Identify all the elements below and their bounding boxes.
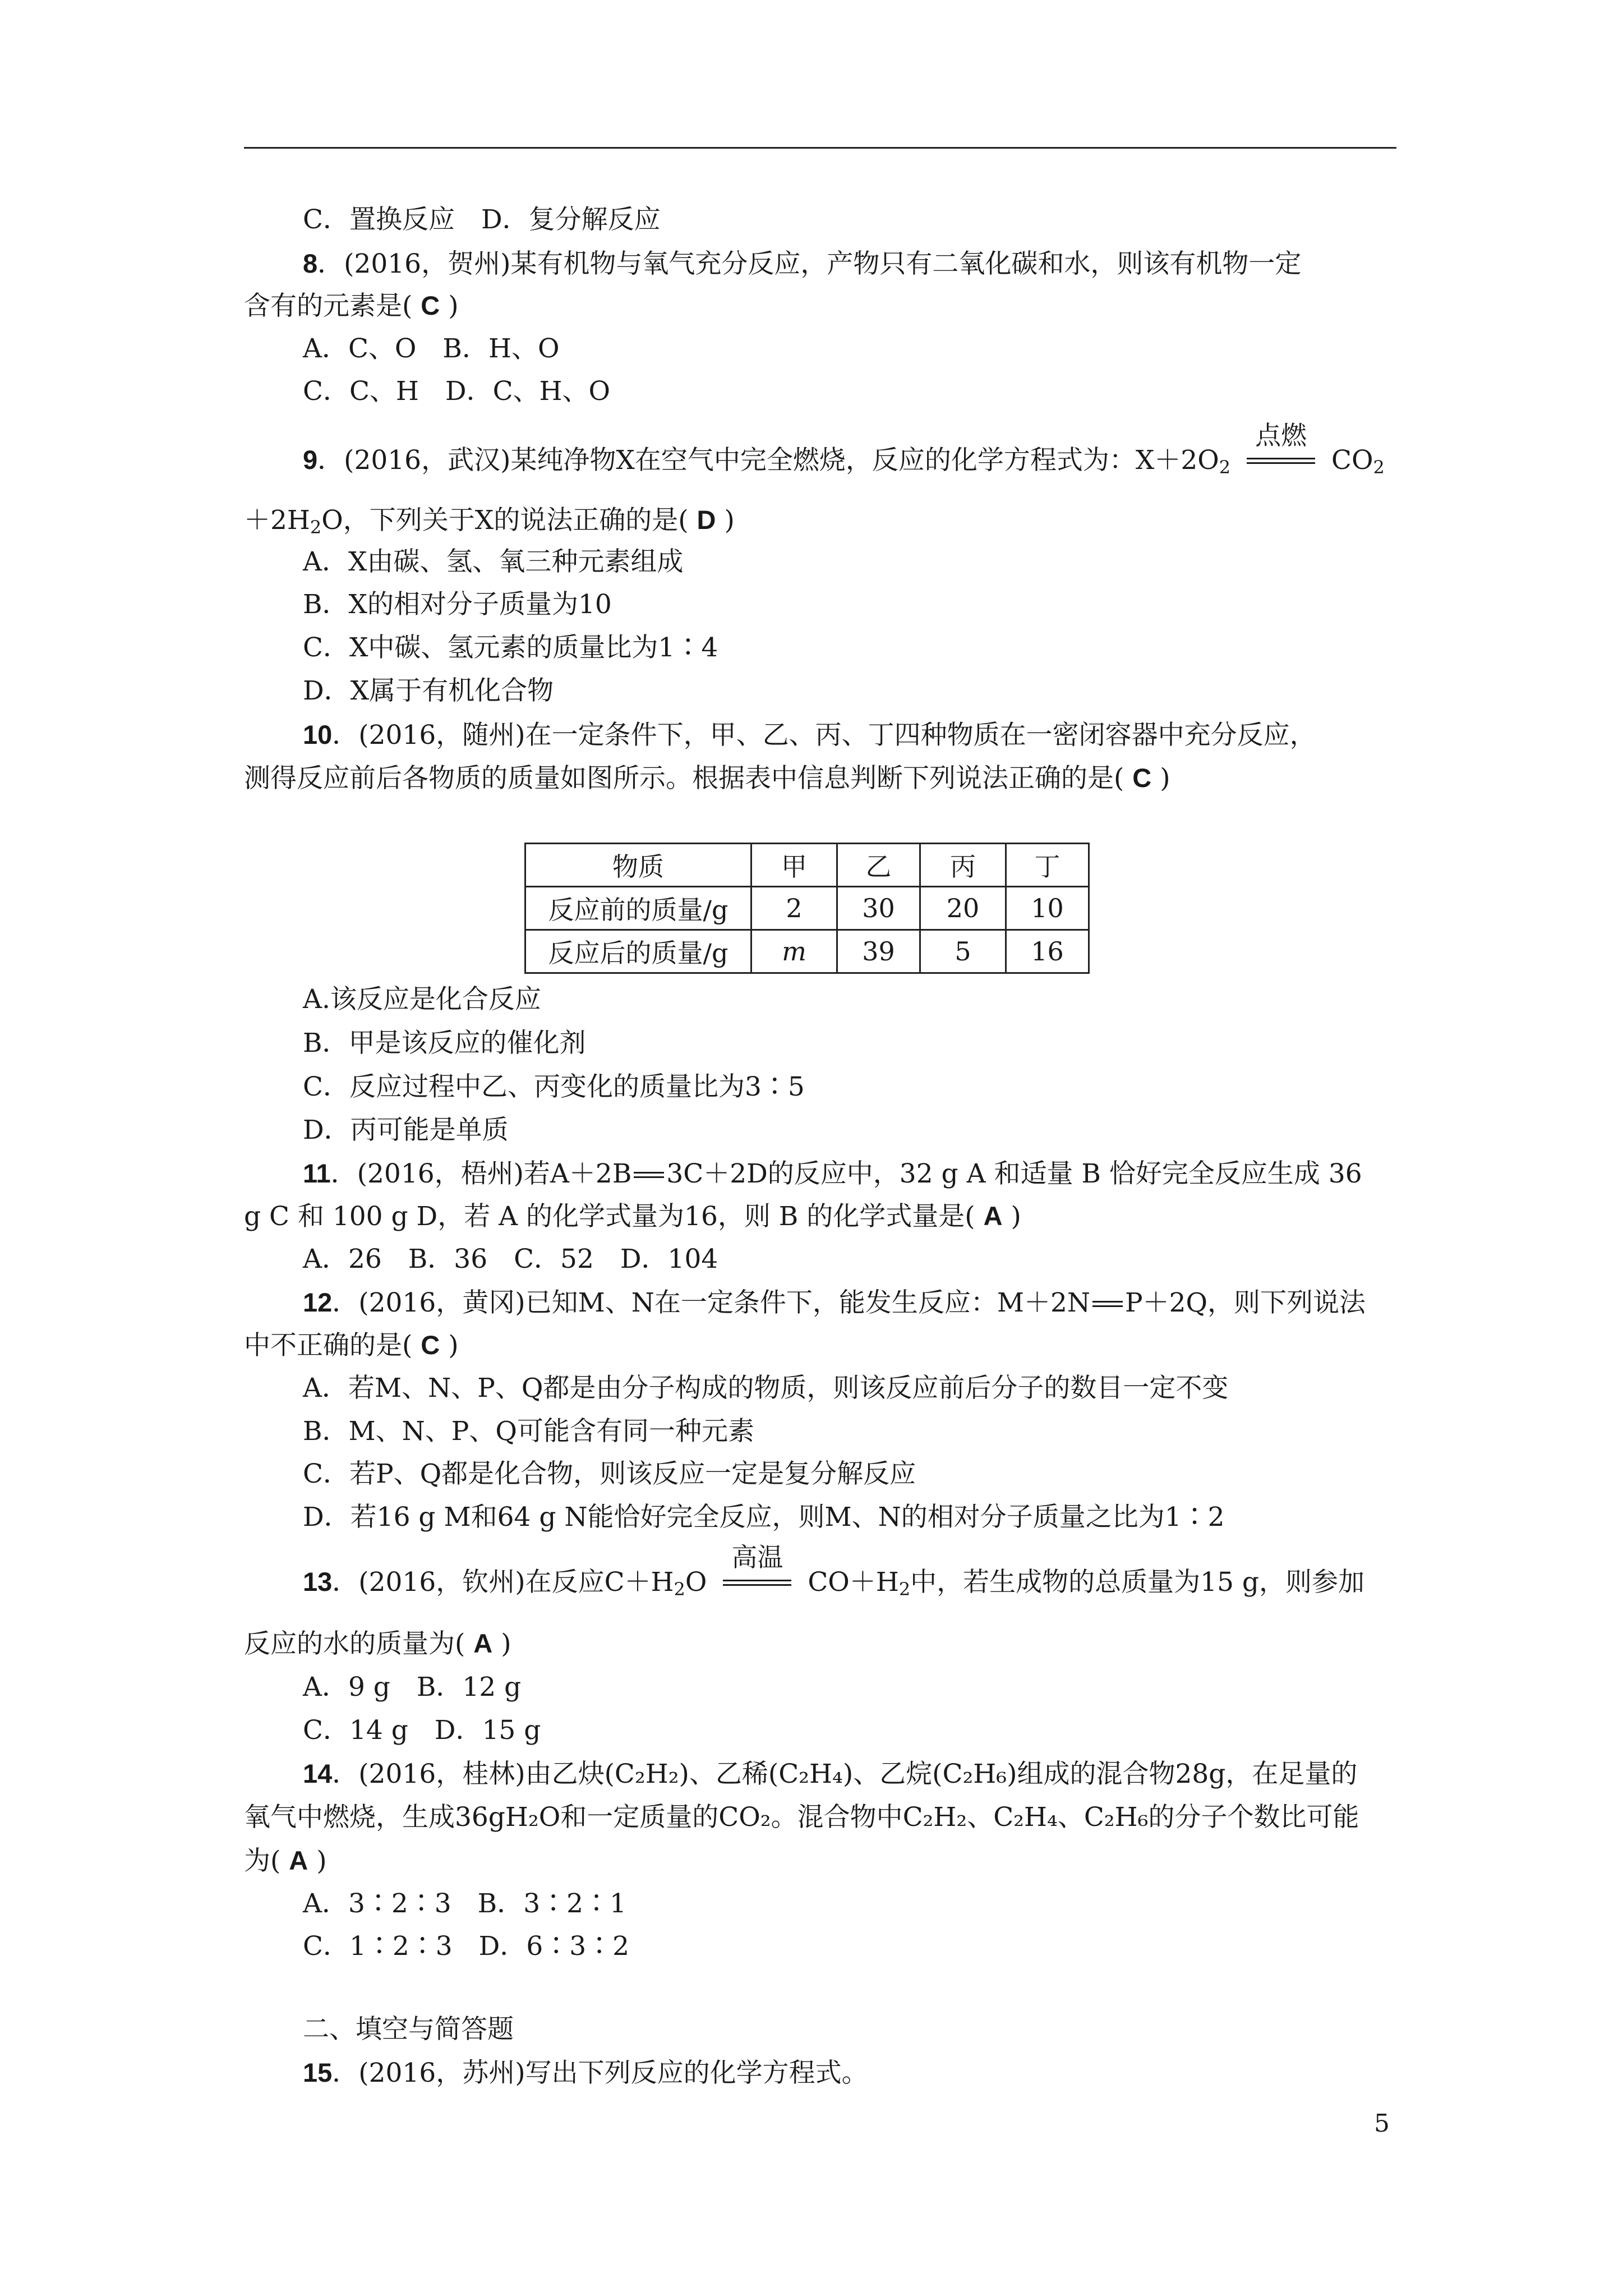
q14-stem-line2: 氧气中燃烧，生成36gH₂O和一定质量的CO₂。混合物中C₂H₂、C₂H₄、C₂H₆的分子个数比可能 (244, 1802, 1359, 1833)
q9-stem-line1: 9．(2016，武汉)某纯净物X在空气中完全燃烧，反应的化学方程式为：$X+2O_2$ 点燃 $CO_2$ (303, 420, 1385, 478)
table-cell: 30 (837, 887, 920, 930)
q9-option-d: D．X属于有机化合物 (303, 675, 554, 706)
header-rule (244, 147, 1396, 149)
q10-option-d: D．丙可能是单质 (303, 1115, 509, 1145)
table-cell: 物质 (525, 844, 751, 887)
q10-stem-line1: 10．(2016，随州)在一定条件下，甲、乙、丙、丁四种物质在一密闭容器中充分反应， (303, 720, 1316, 751)
table-cell: 乙 (837, 844, 920, 887)
table-cell: 20 (920, 887, 1006, 930)
q10-option-a: A.该反应是化合反应 (303, 984, 541, 1015)
q15-stem: 15．(2016，苏州)写出下列反应的化学方程式。 (303, 2058, 868, 2088)
q9-stem-line2: $+2H_2O$，下列关于X的说法正确的是( D ) (244, 505, 735, 538)
q14-answer: A (289, 1846, 308, 1875)
q9-option-b: B．X的相对分子质量为10 (303, 589, 612, 620)
q11-options: A．26 B．36 C．52 D．104 (303, 1244, 718, 1274)
mass-table (524, 843, 1090, 974)
q8-options-1: A．C、O B．H、O (303, 333, 560, 364)
table-cell: 反应前的质量/g (525, 887, 751, 930)
q12-option-a: A．若M、N、P、Q都是由分子构成的物质，则该反应前后分子的数目一定不变 (303, 1373, 1229, 1404)
q8-stem-line1: 8．(2016，贺州)某有机物与氧气充分反应，产物只有二氧化碳和水，则该有机物一定 (303, 249, 1302, 279)
q12-option-b: B．M、N、P、Q可能含有同一种元素 (303, 1416, 754, 1447)
table-cell: 39 (837, 930, 920, 973)
q13-answer: A (473, 1628, 493, 1658)
section-heading: 二、填空与简答题 (303, 2014, 514, 2045)
table-cell: 2 (751, 887, 837, 930)
table-row (525, 930, 1089, 973)
q12-option-c: C．若P、Q都是化合物，则该反应一定是复分解反应 (303, 1458, 916, 1489)
table-header-row (525, 844, 1089, 887)
table-row (525, 887, 1089, 930)
q13-options-1: A．9 g B．12 g (303, 1672, 522, 1703)
equals-sign (1090, 1286, 1125, 1319)
q13-stem-line2: 反应的水的质量为( A ) (244, 1628, 511, 1659)
q10-option-b: B．甲是该反应的催化剂 (303, 1028, 586, 1059)
table-cell: 丙 (920, 844, 1006, 887)
q14-options-1: A．3∶2∶3 B．3∶2∶1 (303, 1888, 626, 1919)
q12-stem-line1: 12．(2016，黄冈)已知M、N在一定条件下，能发生反应：M＋2N P＋2Q，则下列说法 (303, 1286, 1366, 1320)
q12-answer: C (421, 1330, 440, 1360)
q12-stem-line2: 中不正确的是( C ) (244, 1330, 459, 1361)
table-cell: 5 (920, 930, 1006, 973)
q9-option-a: A．X由碳、氢、氧三种元素组成 (303, 546, 684, 577)
q8-answer: C (421, 291, 440, 320)
q7-options: C．置换反应 D．复分解反应 (303, 204, 661, 235)
q8-stem-line2: 含有的元素是( C ) (244, 291, 459, 321)
q12-option-d: D．若16 g M和64 g N能恰好完全反应，则M、N的相对分子质量之比为1∶2 (303, 1502, 1225, 1533)
table-cell: m (751, 930, 837, 973)
q9-option-c: C．X中碳、氢元素的质量比为1∶4 (303, 632, 718, 663)
q13-options-2: C．14 g D．15 g (303, 1715, 541, 1746)
q14-options-2: C．1∶2∶3 D．6∶3∶2 (303, 1931, 630, 1962)
q10-stem-line2: 测得反应前后各物质的质量如图所示。根据表中信息判断下列说法正确的是( C ) (244, 763, 1170, 794)
table-cell: 16 (1006, 930, 1089, 973)
table-cell: 反应后的质量/g (525, 930, 751, 973)
table-cell: 甲 (751, 844, 837, 887)
q11-stem-line2: g C 和 100 g D，若 A 的化学式量为16，则 B 的化学式量是( A ) (244, 1201, 1021, 1232)
table-cell: 丁 (1006, 844, 1089, 887)
q8-options-2: C．C、H D．C、H、O (303, 376, 611, 407)
q10-answer: C (1132, 763, 1152, 793)
table-cell: 10 (1006, 887, 1089, 930)
q10-option-c: C．反应过程中乙、丙变化的质量比为3∶5 (303, 1071, 805, 1102)
q11-stem-line1: 11．(2016，梧州)若A＋2B 3C＋2D的反应中，32 g A 和适量 B 恰好完全反应生成 36 (303, 1157, 1362, 1191)
q14-stem-line3: 为( A ) (244, 1846, 327, 1876)
q9-answer: D (697, 505, 716, 535)
q13-reaction-condition: 高温 (715, 1565, 799, 1599)
equals-sign (631, 1157, 666, 1190)
q14-stem-line1: 14．(2016，桂林)由乙炔(C₂H₂)、乙稀(C₂H₄)、乙烷(C₂H₆)组成的混合物28g，在足量的 (303, 1759, 1358, 1789)
page-number: 5 (1374, 2109, 1390, 2138)
q11-answer: A (983, 1201, 1003, 1231)
q9-reaction-condition: 点燃 (1239, 443, 1323, 477)
q13-stem-line1: 13．(2016，钦州)在反应$C+H_2O$ 高温 $CO+H_2$中，若生成物的总质量为15 g，则参加 (303, 1542, 1365, 1600)
